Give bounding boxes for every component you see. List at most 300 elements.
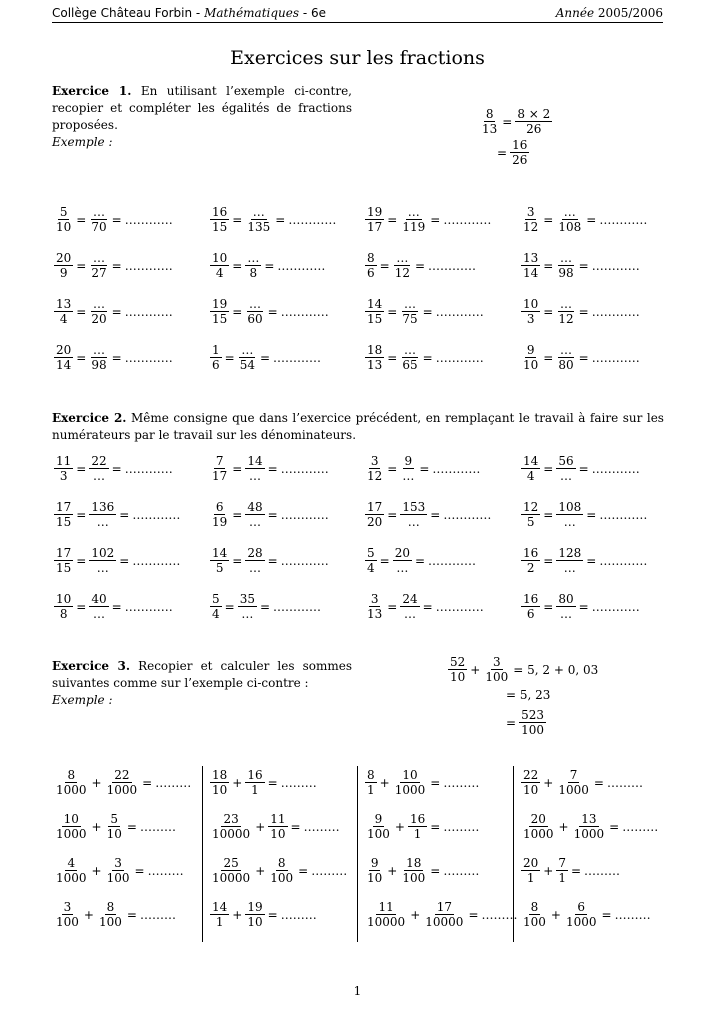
ex2-text: Même consigne que dans l’exercice précédent, en remplaçant le travail à faire sur les numérateurs par le travail sur les dénominateurs. [52, 411, 664, 442]
fraction [105, 812, 124, 841]
numerator: 5 [110, 812, 119, 826]
denominator: 1000 [394, 783, 426, 797]
equals-sign: = [259, 599, 271, 614]
fraction [210, 454, 229, 483]
denominator: 1 [367, 783, 375, 797]
answer-blank: ……… [443, 863, 480, 878]
denominator: 1 [413, 827, 422, 841]
answer-blank: ………… [124, 350, 173, 365]
answer-blank: ……… [155, 775, 192, 790]
ex3-instructions [52, 658, 352, 709]
denominator: 10 [212, 783, 228, 797]
ex2-item [208, 500, 329, 529]
equals-sign: = [232, 212, 243, 227]
equals-sign: = [224, 599, 235, 614]
fraction [54, 500, 73, 529]
fraction [556, 546, 583, 575]
example-step: = 5, 2 + 0, 03 [513, 662, 599, 677]
denominator: 1000 [558, 783, 589, 797]
ex2-item [519, 592, 640, 621]
denominator: … [563, 561, 576, 575]
answer-blank: ……… [622, 819, 659, 834]
fraction [238, 592, 257, 621]
ex3-item [363, 856, 479, 885]
denominator: 27 [91, 266, 107, 280]
answer-blank: ………… [591, 258, 640, 273]
numerator: 11 [378, 900, 394, 914]
ex1-label: Exercice 1. [52, 84, 132, 98]
fraction [521, 500, 540, 529]
fraction [54, 768, 89, 797]
fraction [210, 343, 222, 372]
plus-sign: + [558, 819, 569, 834]
level: - 6e [302, 6, 327, 20]
fraction [245, 251, 261, 280]
numerator: 14 [212, 900, 228, 914]
numerator: 17 [436, 900, 452, 914]
denominator: … [396, 561, 409, 575]
numerator: … [407, 205, 420, 219]
numerator: 10 [56, 592, 72, 606]
fraction [521, 900, 548, 929]
denominator: 100 [521, 723, 544, 737]
numerator: … [559, 343, 572, 357]
fraction [210, 297, 229, 326]
equals-sign: = [430, 507, 441, 522]
numerator: 13 [523, 251, 539, 265]
answer-blank: ………… [124, 461, 173, 476]
denominator: 10000 [212, 871, 251, 885]
ex3-item [519, 812, 658, 841]
answer-blank: ………… [124, 599, 173, 614]
equals-sign: = [543, 304, 554, 319]
denominator: 6 [526, 607, 535, 621]
equals-sign: = [497, 145, 508, 160]
numerator: 3 [370, 592, 379, 606]
fraction [521, 546, 540, 575]
numerator: 5 [367, 546, 375, 560]
answer-blank: ………… [432, 461, 481, 476]
fraction [400, 592, 419, 621]
fraction [556, 205, 583, 234]
ex1-item [519, 251, 640, 280]
equals-sign: = [543, 507, 554, 522]
equals-sign: = [578, 350, 589, 365]
numerator: 52 [450, 655, 466, 669]
denominator: 10 [450, 670, 466, 684]
equals-sign: = [126, 907, 137, 922]
denominator: 12 [523, 220, 539, 234]
ex3-item [52, 768, 191, 797]
ex3-item [208, 900, 317, 929]
equals-sign: = [76, 507, 87, 522]
fraction [521, 205, 540, 234]
numerator: 16 [212, 205, 228, 219]
fraction [400, 205, 427, 234]
numerator: 16 [523, 546, 539, 560]
fraction [89, 343, 108, 372]
numerator: 8 [367, 251, 375, 265]
plus-sign: + [387, 863, 398, 878]
answer-blank: ………… [280, 304, 329, 319]
denominator: 100 [270, 871, 294, 885]
denominator: 10 [56, 220, 72, 234]
answer-blank: ……… [139, 819, 176, 834]
fraction [268, 812, 287, 841]
denominator: 54 [239, 358, 255, 372]
equals-sign: = [232, 304, 243, 319]
equals-sign: = [111, 350, 122, 365]
answer-blank: ………… [273, 350, 322, 365]
denominator: 10 [247, 915, 263, 929]
plus-sign: + [255, 863, 266, 878]
ex3-text: Recopier et calculer les sommes suivantes comme sur l’exemple ci-contre : [52, 659, 352, 690]
equals-sign: = [111, 599, 122, 614]
numerator: 8 [277, 856, 286, 870]
numerator: 8 [485, 107, 494, 121]
numerator: 9 [526, 343, 535, 357]
ex3-item [519, 900, 651, 929]
ex2-item [52, 546, 180, 575]
denominator: 10 [523, 358, 539, 372]
fraction [400, 297, 419, 326]
fraction [89, 205, 108, 234]
answer-blank: ………… [443, 212, 492, 227]
numerator: … [92, 297, 105, 311]
fraction [365, 251, 377, 280]
equals-sign: = [126, 819, 137, 834]
numerator: 20 [523, 856, 539, 870]
fraction [365, 856, 384, 885]
numerator: 8 [367, 768, 375, 782]
page-number: 1 [353, 984, 362, 998]
answer-blank: ………… [599, 553, 648, 568]
fraction [245, 768, 264, 797]
equals-sign: = [430, 819, 441, 834]
plus-sign: + [379, 775, 390, 790]
plus-sign: + [410, 907, 421, 922]
denominator: … [248, 515, 261, 529]
fraction [365, 546, 377, 575]
answer-blank: ……… [147, 863, 184, 878]
equals-sign: = [506, 715, 517, 730]
equals-sign: = [267, 553, 278, 568]
denominator: 10 [367, 871, 383, 885]
fraction [238, 343, 257, 372]
denominator: 1 [526, 871, 535, 885]
denominator: 15 [56, 515, 72, 529]
answer-blank: ………… [132, 553, 181, 568]
denominator: 12 [558, 312, 574, 326]
fraction [210, 856, 252, 885]
ex3-item [519, 768, 643, 797]
denominator: 10000 [425, 915, 464, 929]
fraction [54, 297, 73, 326]
ex1-item [52, 297, 173, 326]
denominator: 6 [212, 358, 220, 372]
numerator: 9 [374, 812, 383, 826]
denominator: 26 [526, 122, 542, 136]
fraction [521, 343, 540, 372]
fraction [54, 900, 81, 929]
denominator: 1 [251, 783, 259, 797]
answer-blank: ………… [599, 507, 648, 522]
denominator: 98 [91, 358, 107, 372]
fraction [54, 454, 73, 483]
equals-sign: = [578, 461, 589, 476]
denominator: 70 [91, 220, 107, 234]
equals-sign: = [578, 599, 589, 614]
ex1-item [363, 251, 476, 280]
ex1-item [519, 297, 640, 326]
numerator: 11 [270, 812, 286, 826]
ex2-item [363, 454, 480, 483]
answer-blank: ……… [614, 907, 651, 922]
fraction [365, 900, 407, 929]
equals-sign: = [387, 350, 398, 365]
denominator: … [407, 515, 420, 529]
ex3-example-line1 [446, 655, 599, 684]
answer-blank: ………… [591, 599, 640, 614]
equals-sign: = [586, 553, 597, 568]
equals-sign: = [387, 212, 398, 227]
numerator: 108 [558, 500, 582, 514]
numerator: 3 [526, 205, 535, 219]
ex1-item [208, 297, 329, 326]
numerator: … [403, 343, 416, 357]
ex1-example-line1 [478, 107, 554, 136]
numerator: 16 [409, 812, 426, 826]
denominator: 80 [558, 358, 574, 372]
fraction [521, 251, 540, 280]
denominator: … [96, 515, 109, 529]
equals-sign: = [414, 553, 426, 568]
fraction [521, 768, 540, 797]
ex3-item [52, 856, 184, 885]
fraction [408, 812, 427, 841]
fraction [556, 500, 583, 529]
plus-sign: + [91, 775, 102, 790]
equals-sign: = [232, 258, 243, 273]
fraction [519, 708, 546, 737]
ex3-item [208, 812, 340, 841]
denominator: 17 [212, 469, 228, 483]
numerator: 3 [492, 655, 501, 669]
fraction [400, 500, 427, 529]
answer-blank: ………… [591, 461, 640, 476]
page-title: Exercices sur les fractions [230, 47, 485, 69]
equals-sign: = [76, 258, 87, 273]
answer-blank: ……… [303, 819, 340, 834]
ex1-text: En utilisant l’exemple ci-contre, recopier et compléter les égalités de fractions proposées. [52, 84, 352, 132]
numerator: 20 [530, 812, 546, 826]
denominator: 100 [367, 827, 390, 841]
equals-sign: = [267, 304, 278, 319]
answer-blank: ………… [435, 350, 484, 365]
denominator: 1000 [56, 827, 87, 841]
equals-sign: = [267, 461, 278, 476]
denominator: … [248, 561, 261, 575]
equals-sign: = [387, 599, 398, 614]
fraction [54, 856, 89, 885]
equals-sign: = [76, 350, 87, 365]
denominator: … [96, 561, 109, 575]
answer-blank: ……… [584, 863, 621, 878]
ex2-item [519, 454, 640, 483]
answer-blank: ………… [591, 304, 640, 319]
equals-sign: = [414, 258, 426, 273]
fraction [572, 812, 607, 841]
answer-blank: ……… [443, 775, 480, 790]
answer-blank: ………… [124, 258, 173, 273]
denominator: 15 [56, 561, 72, 575]
equals-sign: = [142, 775, 153, 790]
fraction [365, 812, 392, 841]
denominator: 14 [56, 358, 72, 372]
denominator: 14 [523, 266, 539, 280]
equals-sign: = [76, 212, 87, 227]
ex1-example-line2 [496, 138, 531, 167]
answer-blank: ………… [443, 507, 492, 522]
equals-sign: = [419, 461, 430, 476]
denominator: 10000 [367, 915, 406, 929]
ex3-item [519, 856, 620, 885]
denominator: 100 [485, 670, 509, 684]
equals-sign: = [134, 863, 145, 878]
header-left [52, 6, 326, 20]
numerator: 48 [247, 500, 263, 514]
denominator: 1000 [56, 783, 87, 797]
ex2-item [363, 546, 476, 575]
plus-sign: + [543, 863, 554, 878]
fraction [393, 546, 412, 575]
numerator: 7 [569, 768, 578, 782]
fraction [245, 205, 272, 234]
answer-blank: ……… [139, 907, 176, 922]
answer-blank: ……… [443, 819, 480, 834]
year-label: Année [555, 6, 595, 20]
plus-sign: + [550, 907, 561, 922]
answer-blank: ……… [481, 907, 518, 922]
numerator: 8 [106, 900, 115, 914]
equals-sign: = [111, 258, 122, 273]
school-name: Collège Château Forbin - [52, 6, 201, 20]
answer-blank: ……… [606, 775, 643, 790]
fraction [245, 454, 264, 483]
denominator: 1 [558, 871, 566, 885]
fraction [54, 343, 73, 372]
fraction [521, 856, 540, 885]
fraction [210, 500, 229, 529]
ex1-item [519, 205, 647, 234]
denominator: 10000 [212, 827, 251, 841]
equals-sign: = [543, 553, 554, 568]
numerator: 9 [404, 454, 413, 468]
equals-sign: = [543, 599, 554, 614]
fraction [54, 592, 73, 621]
plus-sign: + [232, 775, 243, 790]
denominator: 15 [367, 312, 383, 326]
numerator: 4 [67, 856, 76, 870]
fraction [365, 592, 384, 621]
answer-blank: ………… [273, 599, 322, 614]
ex3-item [208, 768, 317, 797]
plus-sign: + [255, 819, 266, 834]
numerator: 12 [523, 500, 539, 514]
ex1-item [363, 343, 484, 372]
denominator: 9 [59, 266, 68, 280]
equals-sign: = [298, 863, 309, 878]
denominator: … [402, 469, 415, 483]
subject: Mathématiques [204, 6, 300, 20]
numerator: 3 [370, 454, 379, 468]
numerator: 8 [530, 900, 539, 914]
column-divider [357, 766, 358, 942]
denominator: … [92, 607, 105, 621]
denominator: 20 [91, 312, 107, 326]
equals-sign: = [267, 907, 278, 922]
school-year: 2005/2006 [597, 6, 663, 20]
numerator: … [396, 251, 409, 265]
plus-sign: + [91, 863, 102, 878]
denominator: 3 [526, 312, 535, 326]
numerator: 128 [558, 546, 582, 560]
numerator: 7 [558, 856, 566, 870]
denominator: 5 [215, 561, 224, 575]
denominator: 10 [106, 827, 122, 841]
ex3-example-line3 [505, 708, 548, 737]
denominator: 1000 [573, 827, 605, 841]
ex3-item [208, 856, 347, 885]
equals-sign: = [232, 553, 243, 568]
ex1-item [52, 251, 173, 280]
ex3-example-line2 [505, 688, 551, 702]
fraction [483, 655, 510, 684]
answer-blank: ………… [280, 507, 329, 522]
numerator: 40 [91, 592, 107, 606]
numerator: 14 [523, 454, 539, 468]
denominator: 1000 [565, 915, 597, 929]
answer-blank: ………… [428, 553, 477, 568]
fraction [54, 546, 73, 575]
equals-sign: = [387, 507, 398, 522]
fraction [89, 592, 108, 621]
numerator: 80 [558, 592, 574, 606]
numerator: … [241, 343, 254, 357]
numerator: … [247, 251, 260, 265]
equals-sign: = [543, 212, 554, 227]
fraction [210, 205, 229, 234]
ex2-item [519, 546, 647, 575]
ex2-item [208, 454, 329, 483]
ex2-item [208, 592, 321, 621]
fraction [210, 812, 252, 841]
fraction [97, 900, 124, 929]
answer-blank: ………… [132, 507, 181, 522]
equals-sign: = [379, 258, 390, 273]
numerator: 13 [581, 812, 597, 826]
numerator: 10 [63, 812, 79, 826]
numerator: 19 [247, 900, 263, 914]
equals-sign: = [586, 507, 597, 522]
denominator: 1000 [106, 783, 138, 797]
plus-sign: + [232, 907, 243, 922]
denominator: 65 [402, 358, 418, 372]
denominator: 8 [59, 607, 68, 621]
equals-sign: = [232, 461, 243, 476]
fraction [556, 592, 575, 621]
fraction [210, 546, 229, 575]
